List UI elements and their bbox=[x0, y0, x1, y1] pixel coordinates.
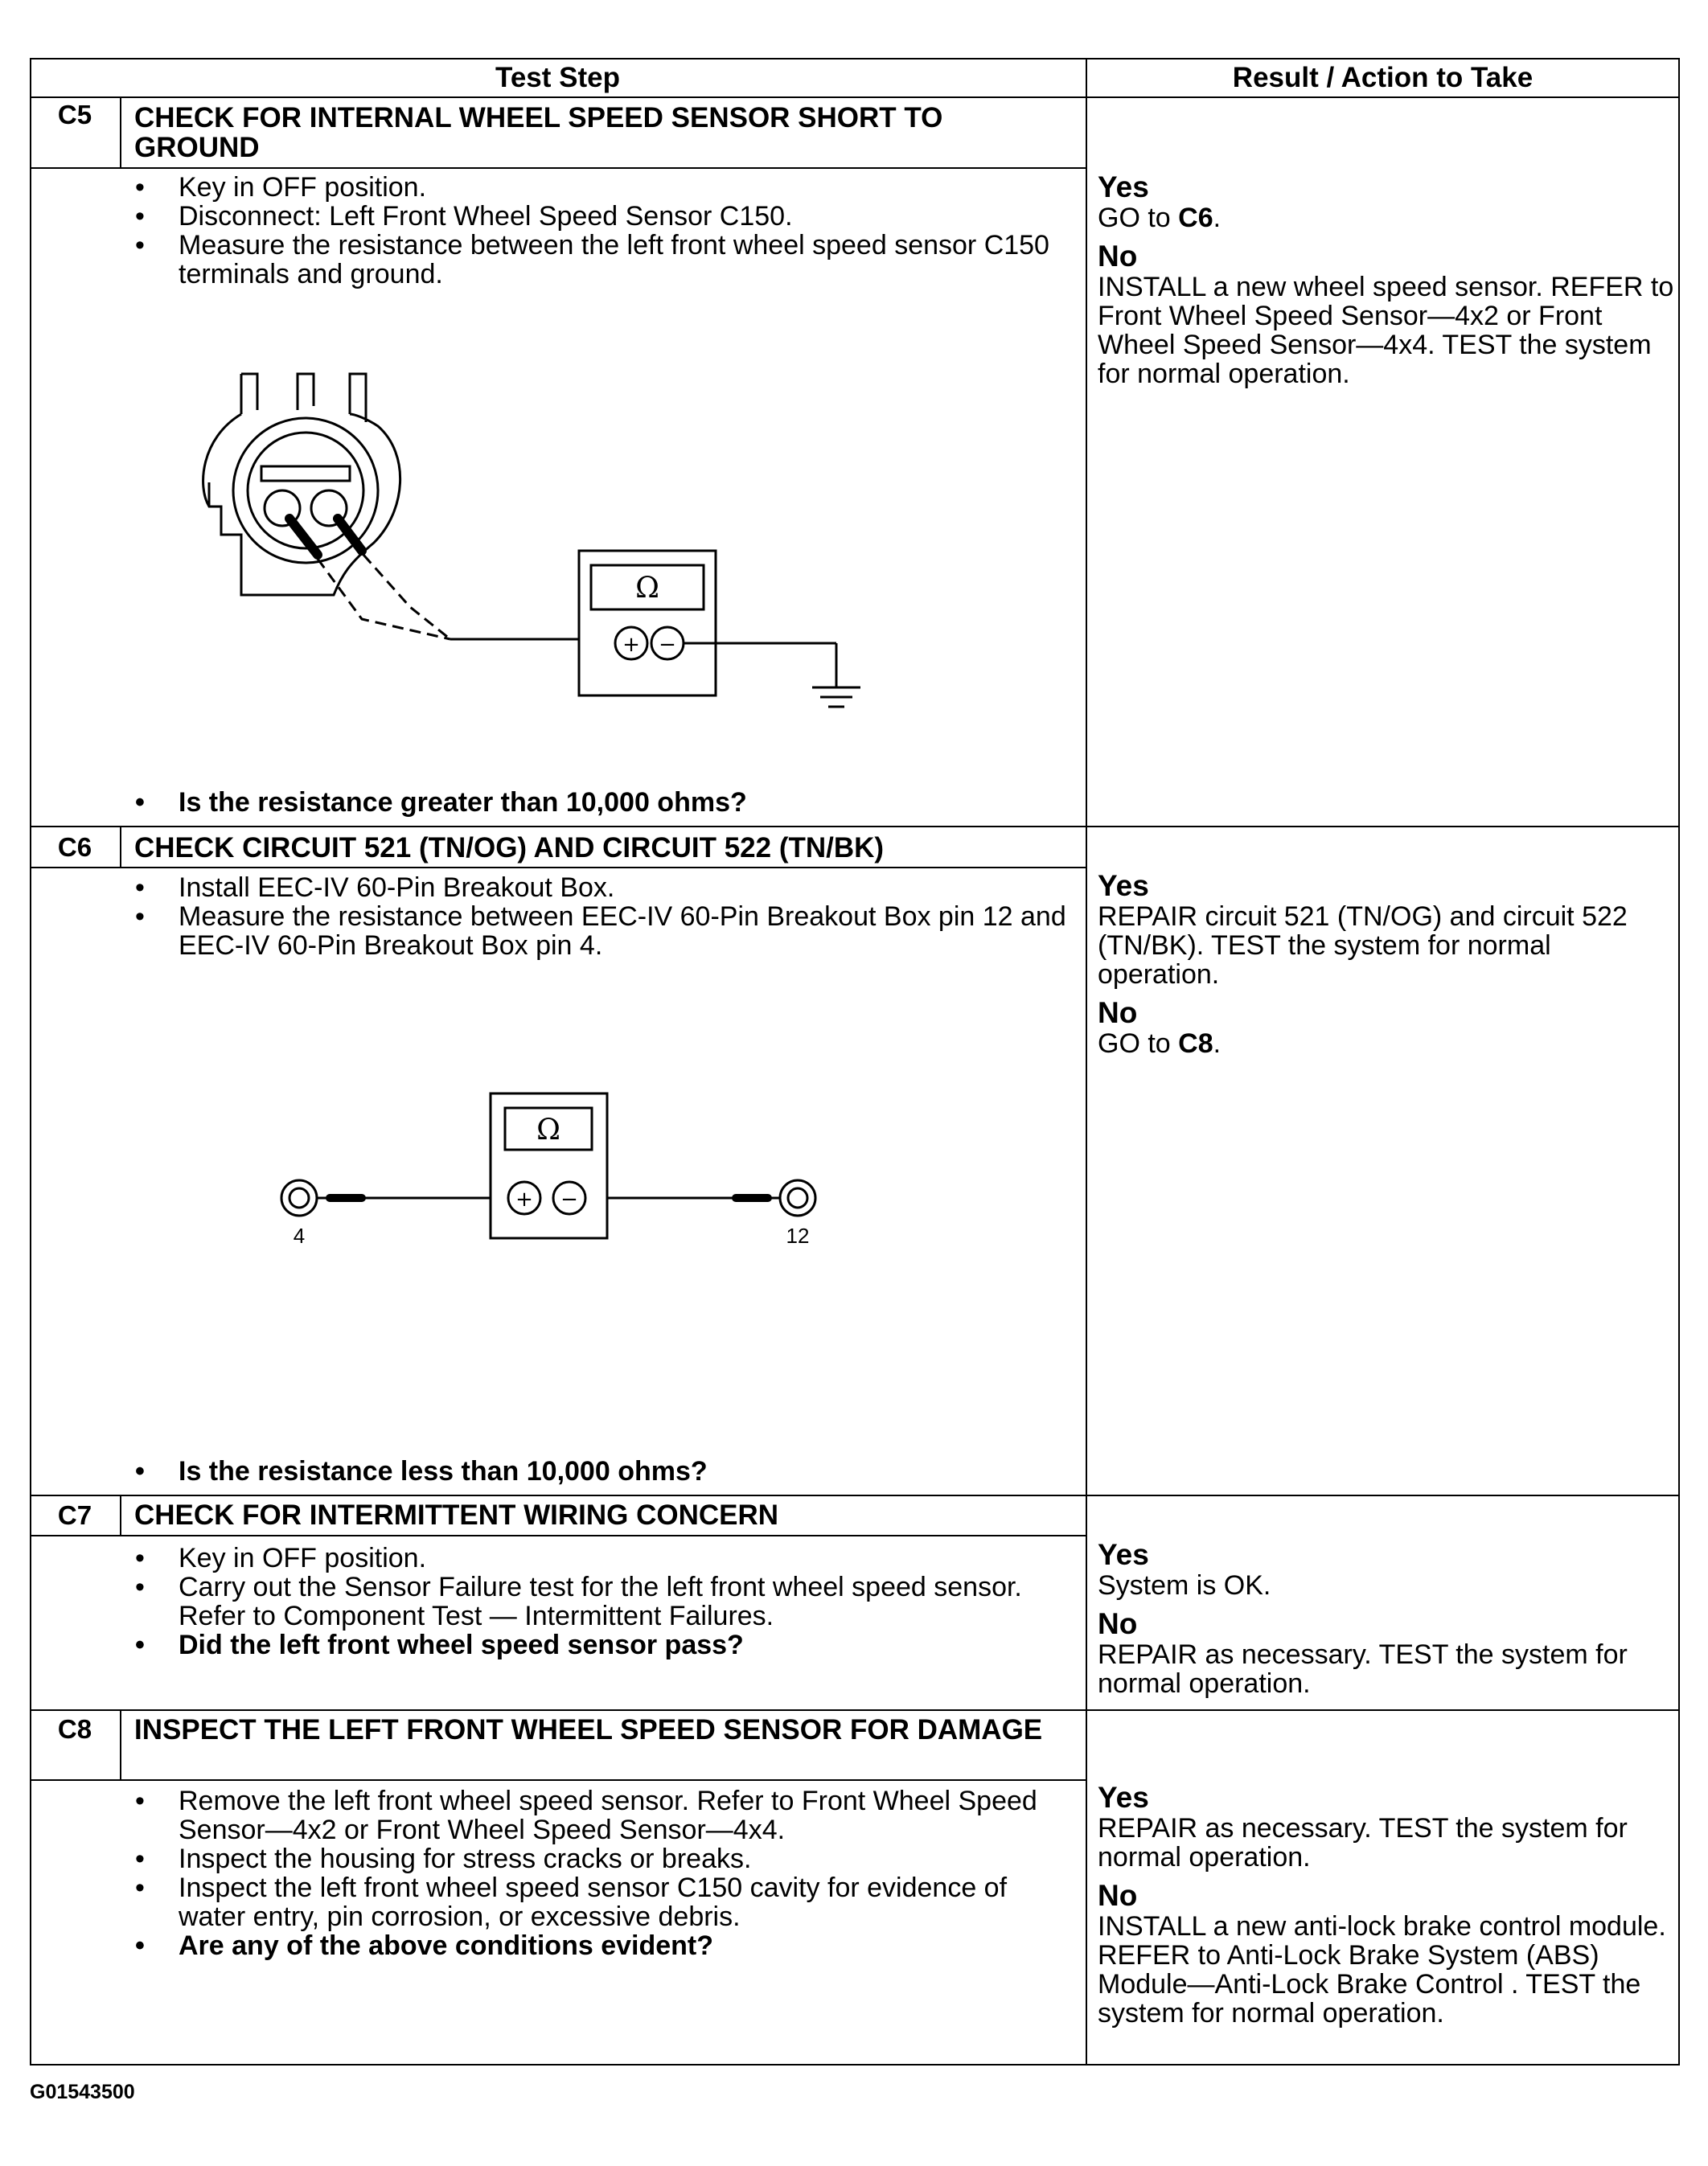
title-rule-c6 bbox=[30, 867, 1086, 868]
no-action: GO to C8. bbox=[1098, 1028, 1221, 1059]
c5-ohmmeter-diagram bbox=[177, 366, 901, 720]
no-action: INSTALL a new anti-lock brake control module. REFER to Anti-Lock Brake System (ABS) Module—Anti-Lock Brake Control . TEST the system for normal operation. bbox=[1098, 1911, 1666, 2029]
yes-label: Yes bbox=[1098, 1781, 1149, 1814]
minus-terminal-label: − bbox=[560, 1188, 578, 1212]
step-rule-c6 bbox=[30, 826, 1680, 827]
title-rule-c8 bbox=[30, 1779, 1086, 1781]
pin-4-terminal bbox=[281, 1180, 317, 1216]
step-instructions-c7 bbox=[129, 1544, 1078, 1659]
column-divider bbox=[1086, 58, 1087, 2065]
sensor-connector-outline bbox=[241, 374, 366, 422]
step-question-c8: • Are any of the above conditions evident? bbox=[129, 1931, 1078, 1960]
yes-label: Yes bbox=[1098, 869, 1149, 902]
id-divider-c7 bbox=[120, 1495, 121, 1535]
step-title-c7: CHECK FOR INTERMITTENT WIRING CONCERN bbox=[134, 1499, 779, 1531]
yes-label: Yes bbox=[1098, 170, 1149, 203]
step-rule-c7 bbox=[30, 1495, 1680, 1496]
minus-terminal-label: − bbox=[659, 633, 676, 657]
header-rule bbox=[30, 96, 1680, 98]
instruction-item: • Key in OFF position. bbox=[129, 173, 1078, 202]
result-c5 bbox=[1098, 171, 1677, 396]
instruction-item: • Inspect the housing for stress cracks or breaks. bbox=[129, 1844, 1078, 1873]
yes-action: REPAIR circuit 521 (TN/OG) and circuit 522 (TN/BK). TEST the system for normal operation. bbox=[1098, 901, 1628, 990]
step-question-c7: • Did the left front wheel speed sensor pass? bbox=[129, 1631, 1078, 1659]
header-result-action: Result / Action to Take bbox=[1232, 62, 1534, 93]
plus-terminal-label: + bbox=[622, 633, 640, 657]
step-instructions-c5 bbox=[129, 173, 1078, 289]
instruction-item: • Install EEC-IV 60-Pin Breakout Box. bbox=[129, 873, 1078, 902]
header-test-step: Test Step bbox=[495, 62, 620, 93]
instruction-item: • Measure the resistance between EEC-IV 60-Pin Breakout Box pin 12 and EEC-IV 60-Pin Breakout Box pin 4. bbox=[129, 902, 1078, 960]
step-instructions-c8 bbox=[129, 1787, 1078, 1960]
step-rule-c8 bbox=[30, 1709, 1680, 1711]
step-id-c7: C7 bbox=[57, 1500, 92, 1530]
id-divider-c6 bbox=[120, 826, 121, 867]
step-instructions-c6 bbox=[129, 873, 1078, 960]
ohm-symbol: Ω bbox=[635, 572, 659, 605]
step-id-c5: C5 bbox=[57, 100, 92, 129]
instruction-item: • Inspect the left front wheel speed sensor C150 cavity for evidence of water entry, pin corrosion, or excessive debris. bbox=[129, 1873, 1078, 1931]
instruction-item: • Measure the resistance between the left front wheel speed sensor C150 terminals and ground. bbox=[129, 231, 1078, 289]
c6-ohmmeter-diagram bbox=[265, 1085, 828, 1262]
yes-action: GO to C6. bbox=[1098, 203, 1221, 233]
no-label: No bbox=[1098, 240, 1138, 273]
pin-12-label: 12 bbox=[786, 1224, 810, 1248]
no-action: INSTALL a new wheel speed sensor. REFER to Front Wheel Speed Sensor—4x2 or Front Wheel Speed Sensor—4x4. TEST the system for normal operation. bbox=[1098, 272, 1674, 389]
figure-id: G01543500 bbox=[30, 2081, 135, 2103]
title-rule-c7 bbox=[30, 1535, 1086, 1536]
yes-action: System is OK. bbox=[1098, 1570, 1271, 1601]
step-link-c8: C8 bbox=[1178, 1028, 1213, 1059]
no-label: No bbox=[1098, 1879, 1138, 1912]
instruction-item: • Remove the left front wheel speed sensor. Refer to Front Wheel Speed Sensor—4x2 or Front Wheel Speed Sensor—4x4. bbox=[129, 1787, 1078, 1844]
no-label: No bbox=[1098, 996, 1138, 1029]
step-title-c5: CHECK FOR INTERNAL WHEEL SPEED SENSOR SHORT TO GROUND bbox=[134, 102, 943, 163]
step-id-c8: C8 bbox=[57, 1714, 92, 1744]
instruction-item: • Disconnect: Left Front Wheel Speed Sensor C150. bbox=[129, 202, 1078, 231]
pin-4-label: 4 bbox=[293, 1224, 306, 1248]
instruction-item: • Key in OFF position. bbox=[129, 1544, 1078, 1573]
step-question-c6: • Is the resistance less than 10,000 ohms? bbox=[129, 1457, 1127, 1486]
result-c7 bbox=[1098, 1539, 1677, 1706]
pin-12-terminal bbox=[780, 1180, 815, 1216]
plus-terminal-label: + bbox=[515, 1188, 533, 1212]
step-link-c6: C6 bbox=[1178, 203, 1213, 233]
no-action: REPAIR as necessary. TEST the system for normal operation. bbox=[1098, 1639, 1628, 1699]
step-question-c5: • Is the resistance greater than 10,000 ohms? bbox=[129, 788, 1127, 817]
id-divider-c8 bbox=[120, 1709, 121, 1779]
result-c6 bbox=[1098, 870, 1677, 1066]
step-title-c6: CHECK CIRCUIT 521 (TN/OG) AND CIRCUIT 522 (TN/BK) bbox=[134, 832, 885, 864]
result-c8 bbox=[1098, 1782, 1677, 2036]
step-id-c6: C6 bbox=[57, 832, 92, 862]
title-rule-c5 bbox=[30, 167, 1086, 169]
yes-action: REPAIR as necessary. TEST the system for normal operation. bbox=[1098, 1813, 1628, 1873]
no-label: No bbox=[1098, 1607, 1138, 1640]
id-divider-c5 bbox=[120, 96, 121, 167]
yes-label: Yes bbox=[1098, 1538, 1149, 1571]
ohm-symbol: Ω bbox=[536, 1114, 560, 1147]
step-title-c8: INSPECT THE LEFT FRONT WHEEL SPEED SENSOR FOR DAMAGE bbox=[134, 1714, 1043, 1746]
instruction-item: • Carry out the Sensor Failure test for the left front wheel speed sensor. Refer to Component Test — Intermittent Failures. bbox=[129, 1573, 1078, 1631]
